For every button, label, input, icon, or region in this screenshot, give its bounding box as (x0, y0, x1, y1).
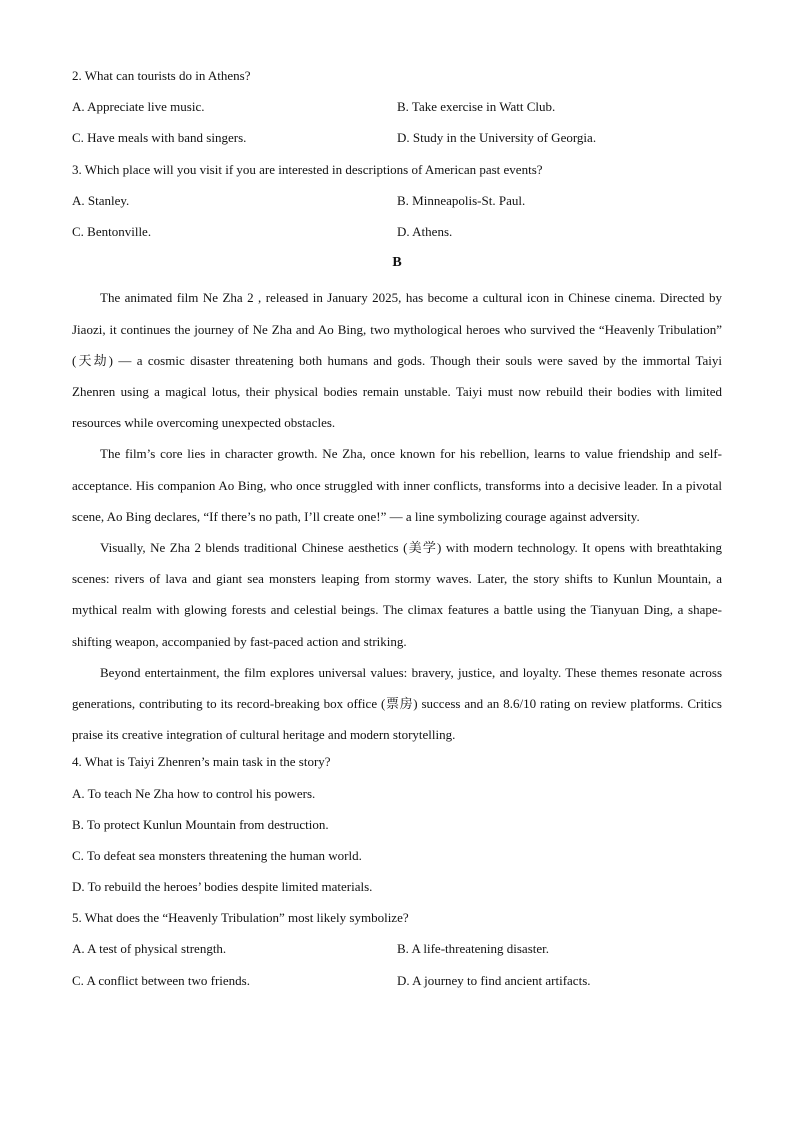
question-4-option-c: C. To defeat sea monsters threatening the human world. (72, 847, 362, 863)
question-3-option-b: B. Minneapolis-St. Paul. (397, 192, 526, 208)
passage-paragraph-1: The animated film Ne Zha 2 , released in January 2025, has become a cultural icon in Chinese cinema. Directed by Jiaozi, it continues the journey of Ne Zha and Ao Bing, two mythological heroes who survived the “Heavenly Tribulation” (天劫) — a cosmic disaster threatening both humans and gods. Though their souls were saved by the immortal Taiyi Zhenren using a magical lotus, their physical bodies remain unstable. Taiyi must now rebuild their bodies with limited resources while overcoming unexpected obstacles. (72, 290, 722, 431)
exam-page (72, 64, 722, 1000)
question-3-option-a: A. Stanley. (72, 192, 130, 208)
question-2-stem: 2. What can tourists do in Athens? (72, 68, 251, 83)
question-4-stem: 4. What is Taiyi Zhenren’s main task in the story? (72, 754, 331, 770)
question-2-options-row-1 (72, 95, 722, 126)
question-5-options-row-1 (72, 937, 722, 968)
question-4-option-a: A. To teach Ne Zha how to control his powers. (72, 785, 316, 801)
section-heading: B (392, 255, 402, 271)
question-4-option-d: D. To rebuild the heroes’ bodies despite limited materials. (72, 879, 373, 895)
question-5-option-b: B. A life-threatening disaster. (397, 941, 549, 957)
question-4-option-b: B. To protect Kunlun Mountain from destruction. (72, 816, 329, 832)
question-2-option-c: C. Have meals with band singers. (72, 130, 247, 146)
question-2-option-b: B. Take exercise in Watt Club. (397, 99, 556, 115)
question-5-options-row-2 (72, 969, 722, 1000)
question-5-stem: 5. What does the “Heavenly Tribulation” most likely symbolize? (72, 910, 409, 926)
passage-paragraph-4: Beyond entertainment, the film explores universal values: bravery, justice, and loyalty. These themes resonate across generations, contributing to its record-breaking box office (票房) success and an 8.6/10 rating on review platforms. Critics praise its creative integration of cultural heritage and modern storytelling. (72, 664, 722, 743)
question-5-option-a: A. A test of physical strength. (72, 941, 227, 957)
question-3-option-c: C. Bentonville. (72, 223, 152, 239)
question-5-option-c: C. A conflict between two friends. (72, 972, 250, 988)
question-2-options-row-2 (72, 126, 722, 157)
question-3-stem: 3. Which place will you visit if you are interested in descriptions of American past events? (72, 161, 543, 177)
question-2-option-d: D. Study in the University of Georgia. (397, 130, 597, 146)
question-3-options-row-2 (72, 220, 722, 251)
passage-paragraph-3: Visually, Ne Zha 2 blends traditional Chinese aesthetics (美学) with modern technology. It opens with breathtaking scenes: rivers of lava and giant sea monsters leaping from stormy waves. Later, the story shifts to Kunlun Mountain, a mythical realm with glowing forests and celestial beings. The climax features a battle using the Tianyuan Ding, a shape-shifting weapon, accompanied by fast-paced action and striking. (72, 539, 722, 649)
question-3-option-d: D. Athens. (397, 223, 453, 239)
passage-paragraph-2: The film’s core lies in character growth. Ne Zha, once known for his rebellion, learns to value friendship and self-acceptance. His companion Ao Bing, who once struggled with inner conflicts, transforms into a decisive leader. In a pivotal scene, Ao Bing declares, “If there’s no path, I’ll create one!” — a line symbolizing courage against adversity. (72, 446, 722, 524)
question-3-options-row-1 (72, 189, 722, 220)
question-2-option-a: A. Appreciate live music. (72, 99, 205, 115)
question-5-option-d: D. A journey to find ancient artifacts. (397, 972, 591, 988)
